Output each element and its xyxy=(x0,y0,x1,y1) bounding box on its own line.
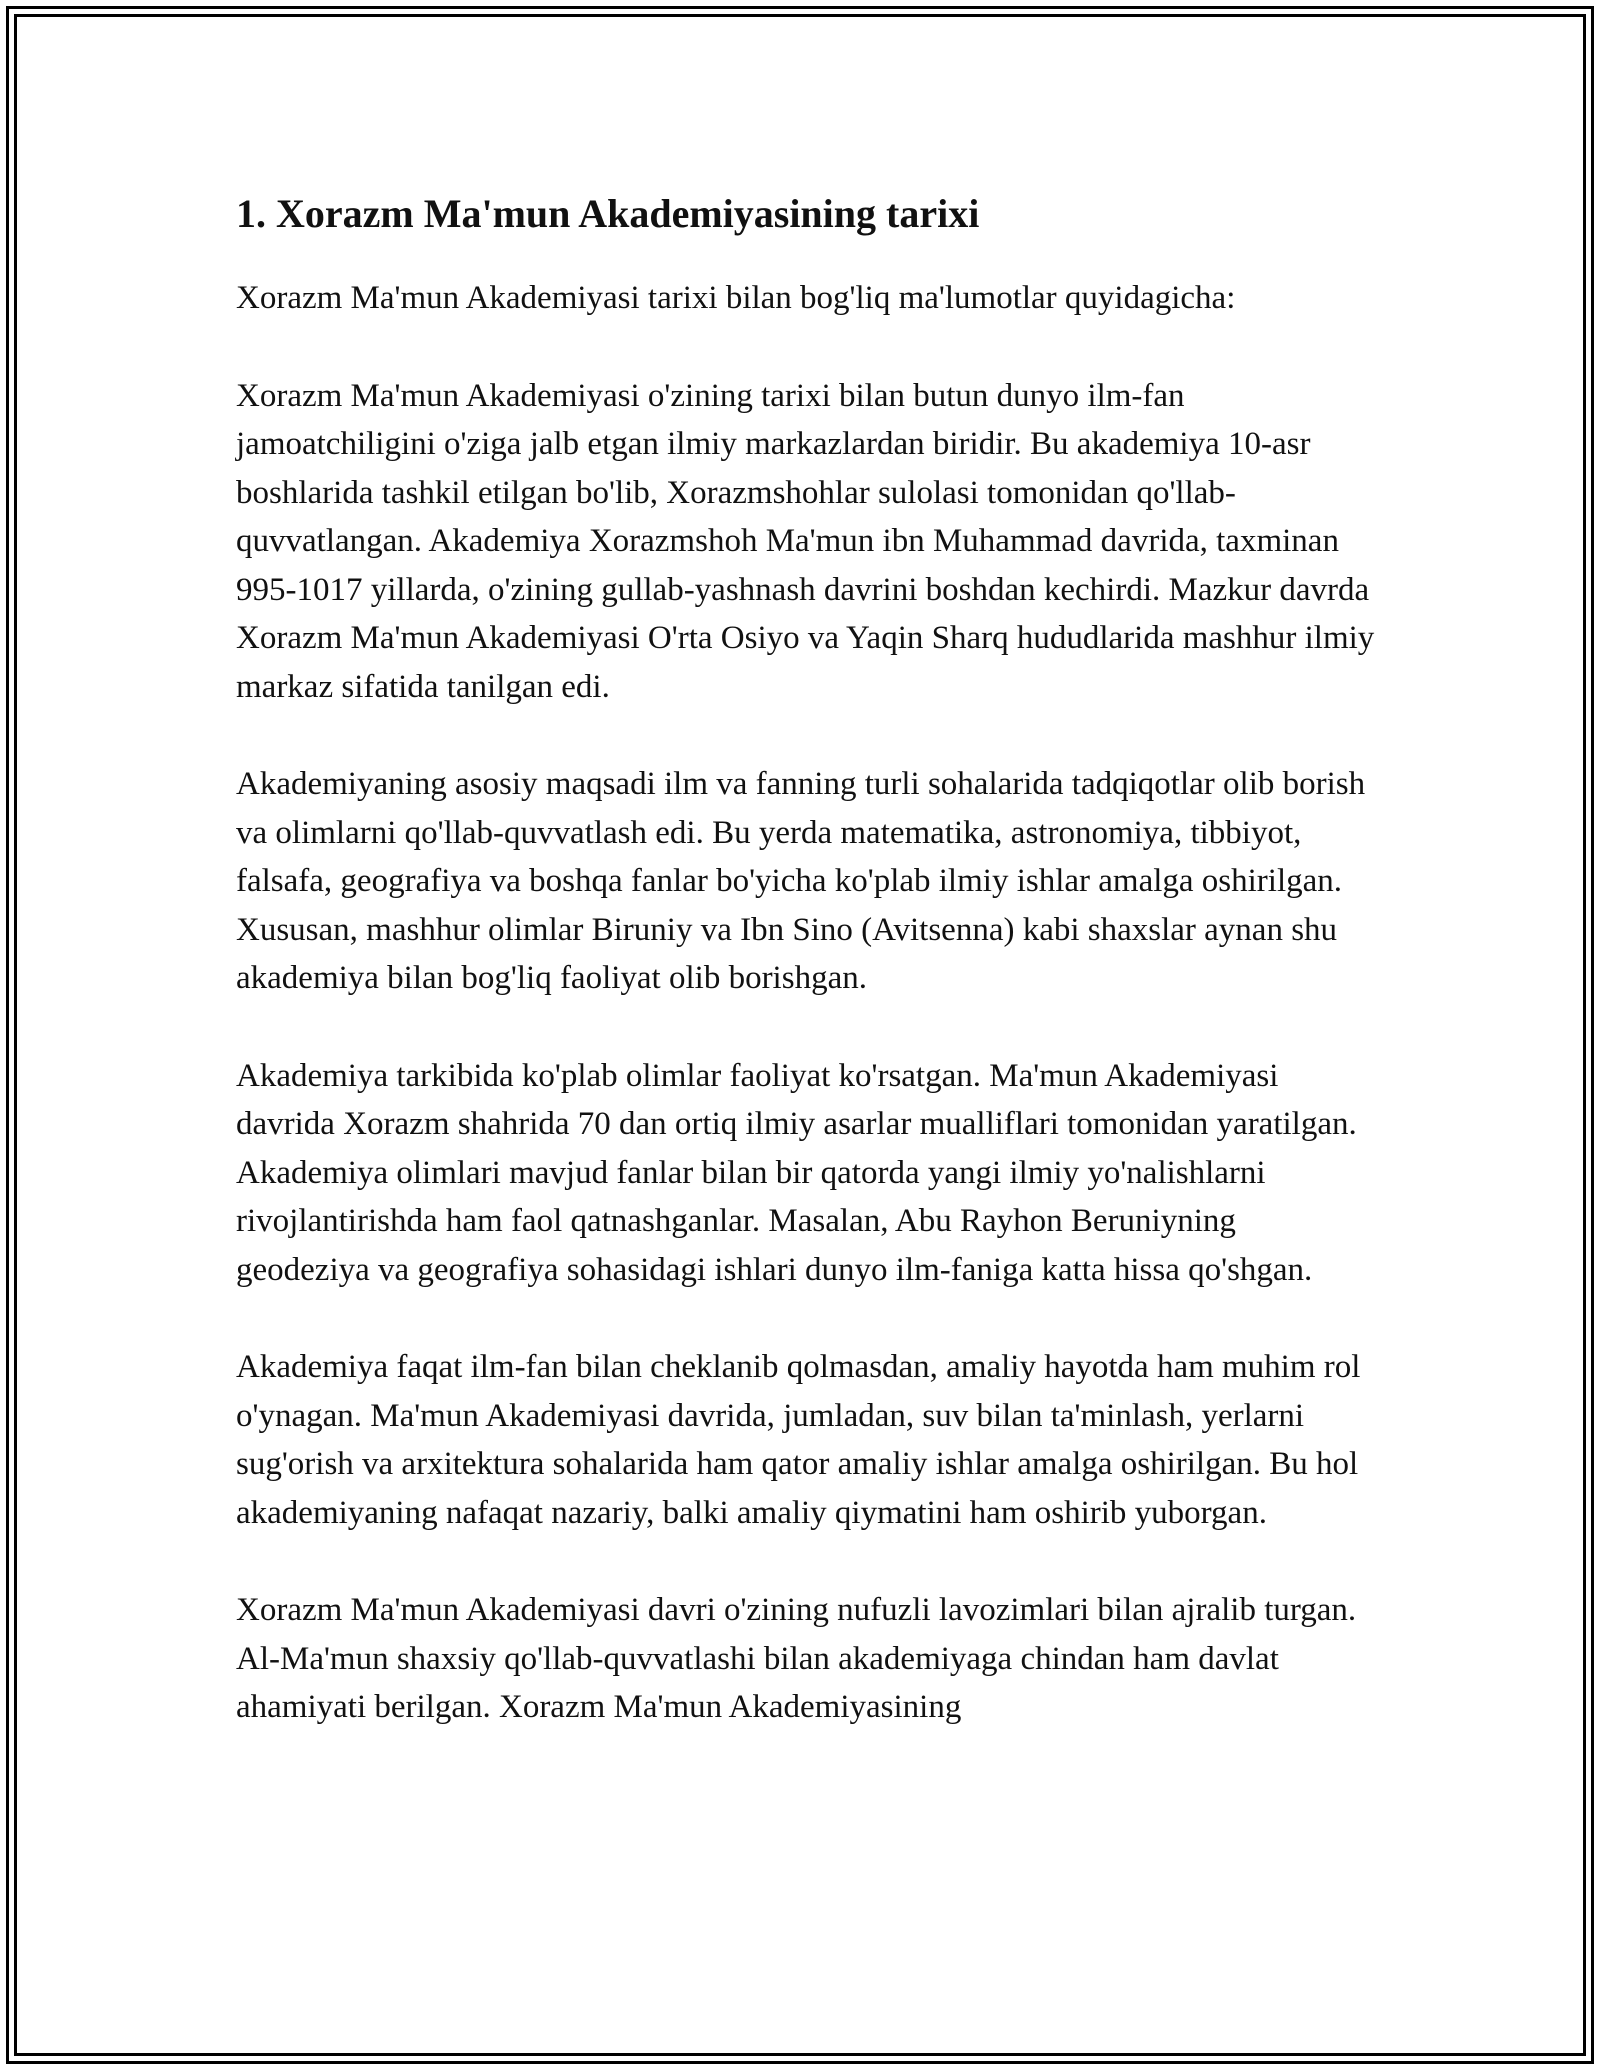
paragraph-practical: Akademiya faqat ilm-fan bilan cheklanib qolmasdan, amaliy hayotda ham muhim rol o'ynagan. Ma'mun Akademiyasi davrida, jumladan, suv bilan ta'minlash, yerlarni sug'orish va arxitektura sohalarida ham qator amaliy ishlar amalga oshirilgan. Bu hol akademiyaning nafaqat nazariy, balki amaliy qiymatini ham oshirib yuborgan. xyxy=(236,1349,1361,1531)
document-title: 1. Xorazm Ma'mun Akademiyasining tarixi xyxy=(236,191,980,236)
paragraph-purpose: Akademiyaning asosiy maqsadi ilm va fanning turli sohalarida tadqiqotlar olib borish va olimlarni qo'llab-quvvatlash edi. Bu yerda matematika, astronomiya, tibbiyot, falsafa, geografiya va boshqa fanlar bo'yicha ko'plab ilmiy ishlar amalga oshirilgan. Xususan, mashhur olimlar Biruniy va Ibn Sino (Avitsenna) kabi shaxslar aynan shu akademiya bilan bog'liq faoliyat olib borishgan. xyxy=(236,766,1366,996)
paragraph-scholars: Akademiya tarkibida ko'plab olimlar faoliyat ko'rsatgan. Ma'mun Akademiyasi davrida Xorazm shahrida 70 dan ortiq ilmiy asarlar mualliflari tomonidan yaratilgan. Akademiya olimlari mavjud fanlar bilan bir qatorda yangi ilmiy yo'nalishlarni rivojlantirishda ham faol qatnashganlar. Masalan, Abu Rayhon Beruniyning geodeziya va geografiya sohasidagi ishlari dunyo ilm-faniga katta hissa qo'shgan. xyxy=(236,1057,1357,1288)
document-body xyxy=(236,186,1376,1732)
paragraph-founding: Xorazm Ma'mun Akademiyasi o'zining tarixi bilan butun dunyo ilm-fan jamoatchiligini o'ziga jalb etgan ilmiy markazlardan biridir. Bu akademiya 10-asr boshlarida tashkil etilgan bo'lib, Xorazmshohlar sulolasi tomonidan qo'llab-quvvatlangan. Akademiya Xorazmshoh Ma'mun ibn Muhammad davrida, taxminan 995-1017 yillarda, o'zining gullab-yashnash davrini boshdan kechirdi. Mazkur davrda Xorazm Ma'mun Akademiyasi O'rta Osiyo va Yaqin Sharq hududlarida mashhur ilmiy markaz sifatida tanilgan edi. xyxy=(236,377,1375,705)
paragraph-status: Xorazm Ma'mun Akademiyasi davri o'zining nufuzli lavozimlari bilan ajralib turgan. Al-Ma'mun shaxsiy qo'llab-quvvatlashi bilan akademiyaga chindan ham davlat ahamiyati berilgan. Xorazm Ma'mun Akademiyasining xyxy=(236,1592,1357,1725)
intro-paragraph: Xorazm Ma'mun Akademiyasi tarixi bilan bog'liq ma'lumotlar quyidagicha: xyxy=(236,280,1236,316)
